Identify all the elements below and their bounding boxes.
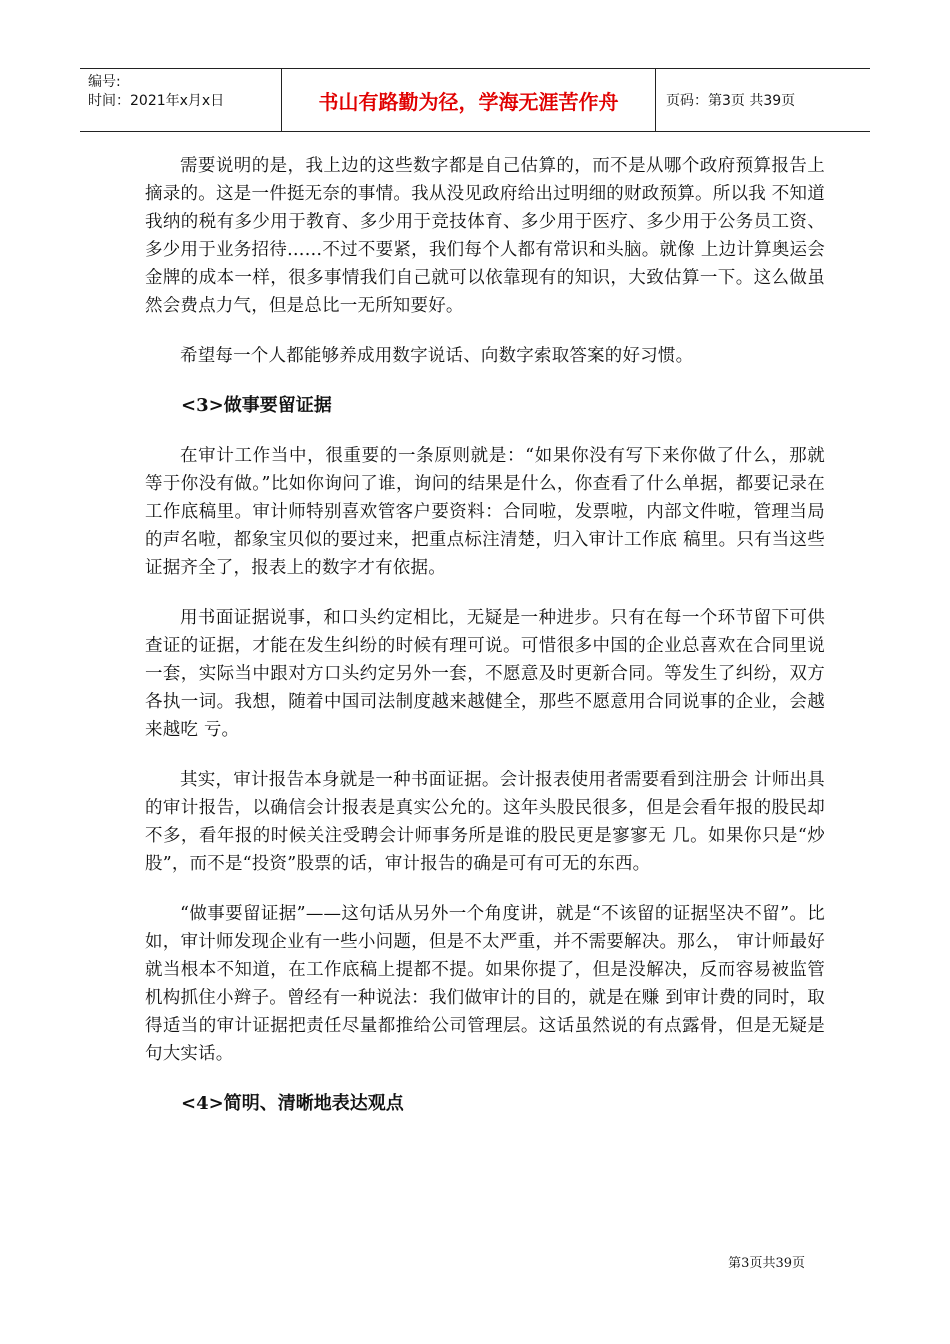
paragraph: 需要说明的是，我上边的这些数字都是自己估算的，而不是从哪个政府预算报告上摘录的。这是一件挺无奈的事情。我从没见政府给出过明细的财政预算。所以我 不知道我纳的税有多少用于教育、多少用于竞技体育、多少用于医疗、多少用于公务员工资、多少用于业务招待……不过不要紧，我们每个人都有常识和头脑。就像 上边计算奥运会金牌的成本一样，很多事情我们自己就可以依靠现有的知识，大致估算一下。这么做虽然会费点力气，但是总比一无所知要好。 — [145, 156, 825, 316]
serial-label: 编号: — [88, 74, 121, 90]
paragraph: “做事要留证据”——这句话从另外一个角度讲，就是“不该留的证据坚决不留”。比如，审计师发现企业有一些小问题，但是不太严重，并不需要解决。那么， 审计师最好就当根本不知道，在工作底稿上提都不提。如果你提了，但是没解决，反而容易被监管机构抓住小辫子。曾经有一种说法：我们做审计的目的，就是在赚 到审计费的同时，取得适当的审计证据把责任尽量都推给公司管理层。这话虽然说的有点露骨，但是无疑是句大实话。 — [145, 904, 825, 1064]
date-label: 时间：2021年x月x日 — [88, 93, 225, 109]
header-page-info: 页码：第3页 共39页 — [666, 93, 796, 109]
paragraph: 用书面证据说事，和口头约定相比，无疑是一种进步。只有在每一个环节留下可供查证的证据，才能在发生纠纷的时候有理可说。可惜很多中国的企业总喜欢在合同里说一套，实际当中跟对方口头约定另外一套，不愿意及时更新合同。等发生了纠纷，双方各执一词。我想，随着中国司法制度越来越健全，那些不愿意用合同说事的企业，会越来越吃 亏。 — [145, 608, 825, 740]
paragraph: 其实，审计报告本身就是一种书面证据。会计报表使用者需要看到注册会 计师出具的审计报告，以确信会计报表是真实公允的。这年头股民很多，但是会看年报的股民却不多，看年报的时候关注受聘会计师事务所是谁的股民更是寥寥无 几。如果你只是“炒股”，而不是“投资”股票的话，审计报告的确是可有可无的东西。 — [145, 770, 825, 874]
paragraph: 希望每一个人都能够养成用数字说话、向数字索取答案的好习惯。 — [180, 346, 694, 366]
document-body — [145, 152, 825, 1140]
page-footer: 第3页共39页 — [728, 1256, 805, 1271]
paragraph: 在审计工作当中，很重要的一条原则就是：“如果你没有写下来你做了什么，那就等于你没有做。”比如你询问了谁，询问的结果是什么，你查看了什么单据，都要记录在工作底稿里。审计师特别喜欢管客户要资料：合同啦，发票啦，内部文件啦，管理当局的声名啦，都象宝贝似的要过来，把重点标注清楚，归入审计工作底 稿里。只有当这些证据齐全了，报表上的数字才有依据。 — [145, 446, 825, 578]
section-heading: <3>做事要留证据 — [181, 395, 332, 416]
section-heading: <4>简明、清晰地表达观点 — [181, 1093, 404, 1114]
header-motto: 书山有路勤为径，学海无涯苦作舟 — [282, 69, 656, 131]
header-meta — [80, 69, 282, 131]
page-header — [80, 68, 870, 132]
